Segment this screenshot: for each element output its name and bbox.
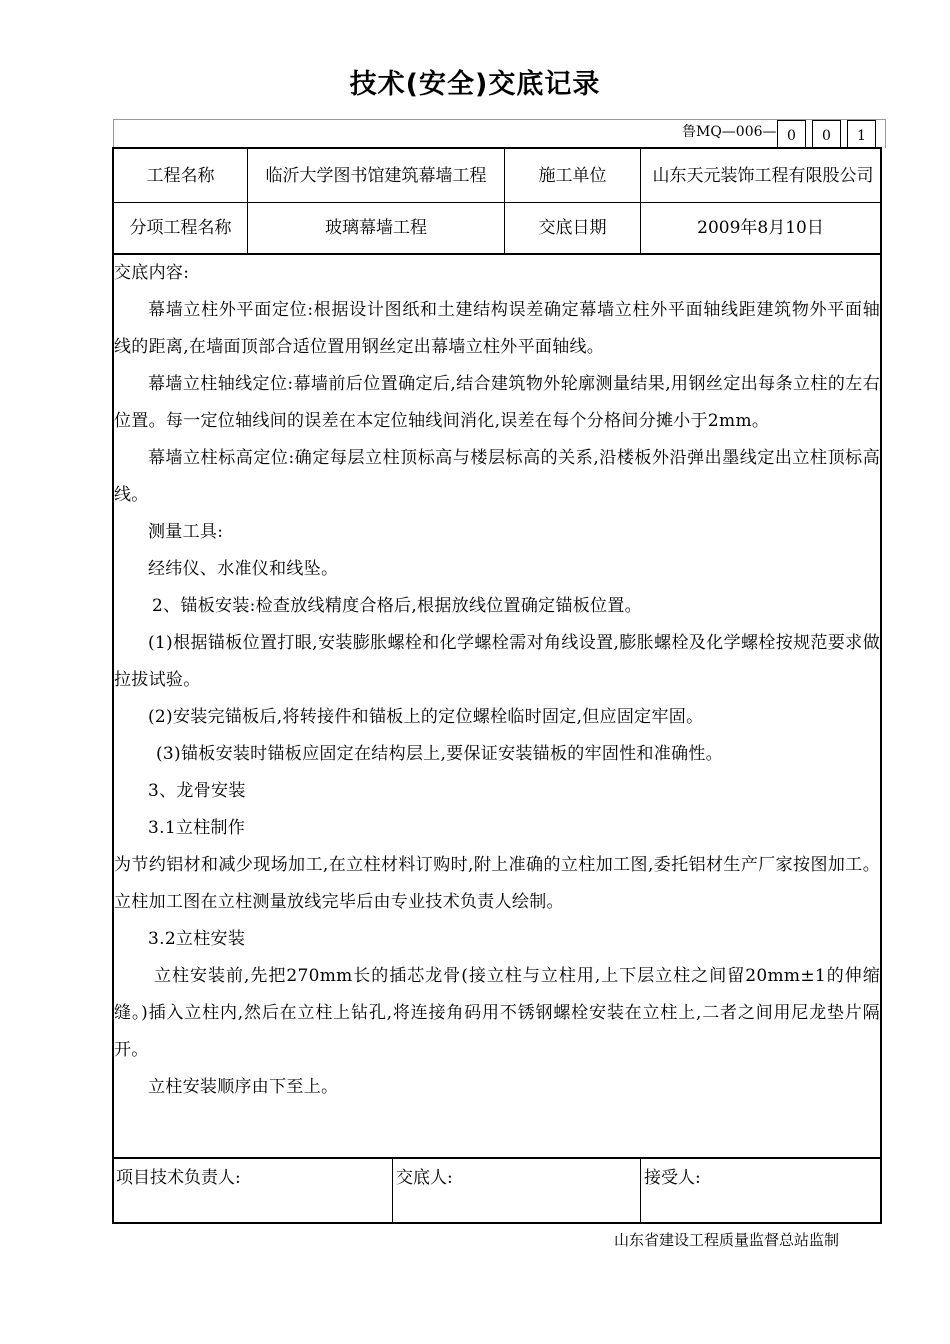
sub-project-value: 玻璃幕墙工程 (325, 218, 427, 238)
content-heading: 交底内容: (114, 263, 190, 283)
content-paragraph: 幕墙立柱外平面定位:根据设计图纸和土建结构误差确定幕墙立柱外平面轴线距建筑物外平面轴线的距离,在墙面顶部合适位置用钢丝定出幕墙立柱外平面轴线。 (114, 300, 880, 357)
document-title: 技术(安全)交底记录 (349, 69, 601, 100)
column-divider (640, 1157, 641, 1224)
disclosure-content (114, 255, 880, 1106)
content-paragraph: 2、锚板安装:检查放线精度合格后,根据放线位置确定锚板位置。 (152, 596, 642, 616)
project-name-value: 临沂大学图书馆建筑幕墙工程 (265, 165, 487, 186)
content-paragraph: 为节约铝材和减少现场加工,在立柱材料订购时,附上准确的立柱加工图,委托铝材生产厂家按图加工。立柱加工图在立柱测量放线完毕后由专业技术负责人绘制。 (114, 855, 880, 912)
form-code-prefix: 鲁MQ—006— (682, 124, 777, 140)
sub-project-label: 分项工程名称 (129, 218, 232, 238)
content-paragraph: 3.2立柱安装 (148, 929, 246, 949)
date-value: 2009年8月10日 (697, 218, 824, 238)
signature-divider (114, 1157, 880, 1159)
content-paragraph: 幕墙立柱标高定位:确定每层立柱顶标高与楼层标高的关系,沿楼板外沿弹出墨线定出立柱顶标高线。 (114, 448, 880, 505)
presenter-signature-label: 交底人: (396, 1168, 453, 1188)
contractor-label: 施工单位 (538, 165, 607, 186)
content-paragraph: (3)锚板安装时锚板应固定在结构层上,要保证安装锚板的牢固性和准确性。 (156, 744, 723, 764)
content-paragraph: 立柱安装顺序由下至上。 (148, 1077, 339, 1097)
content-paragraph: 3、龙骨安装 (148, 781, 246, 801)
receiver-signature-label: 接受人: (644, 1168, 701, 1188)
content-paragraph: (1)根据锚板位置打眼,安装膨胀螺栓和化学螺栓需对角线设置,膨胀螺栓及化学螺栓按规范要求做拉拔试验。 (114, 633, 880, 690)
content-paragraph: 幕墙立柱轴线定位:幕墙前后位置确定后,结合建筑物外轮廓测量结果,用钢丝定出每条立柱的左右位置。每一定位轴线间的误差在本定位轴线间消化,误差在每个分格间分摊小于2mm。 (114, 374, 880, 431)
disclosure-form (112, 147, 882, 1224)
form-code-digit: 1 (847, 120, 876, 148)
content-paragraph: 经纬仪、水准仪和线坠。 (148, 559, 339, 579)
form-code-digit: 0 (812, 120, 841, 148)
project-name-label: 工程名称 (146, 165, 215, 186)
content-paragraph: (2)安装完锚板后,将转接件和锚板上的定位螺栓临时固定,但应固定牢固。 (148, 707, 704, 727)
form-code-digit: 0 (777, 120, 806, 148)
content-paragraph: 测量工具: (148, 522, 224, 542)
date-label: 交底日期 (538, 218, 607, 238)
supervisor-footer: 山东省建设工程质量监督总站监制 (614, 1231, 840, 1249)
tech-lead-signature-label: 项目技术负责人: (116, 1168, 241, 1188)
contractor-value: 山东天元装饰工程有限股公司 (652, 165, 874, 186)
column-divider (392, 1157, 393, 1224)
content-paragraph: 立柱安装前,先把270mm长的插芯龙骨(接立柱与立柱用,上下层立柱之间留20mm±1的伸缩缝。)插入立柱内,然后在立柱上钻孔,将连接角码用不锈钢螺栓安装在立柱上,二者之间用尼龙垫片隔开。 (114, 966, 880, 1060)
content-paragraph: 3.1立柱制作 (148, 818, 246, 838)
form-code-bar (113, 119, 886, 148)
